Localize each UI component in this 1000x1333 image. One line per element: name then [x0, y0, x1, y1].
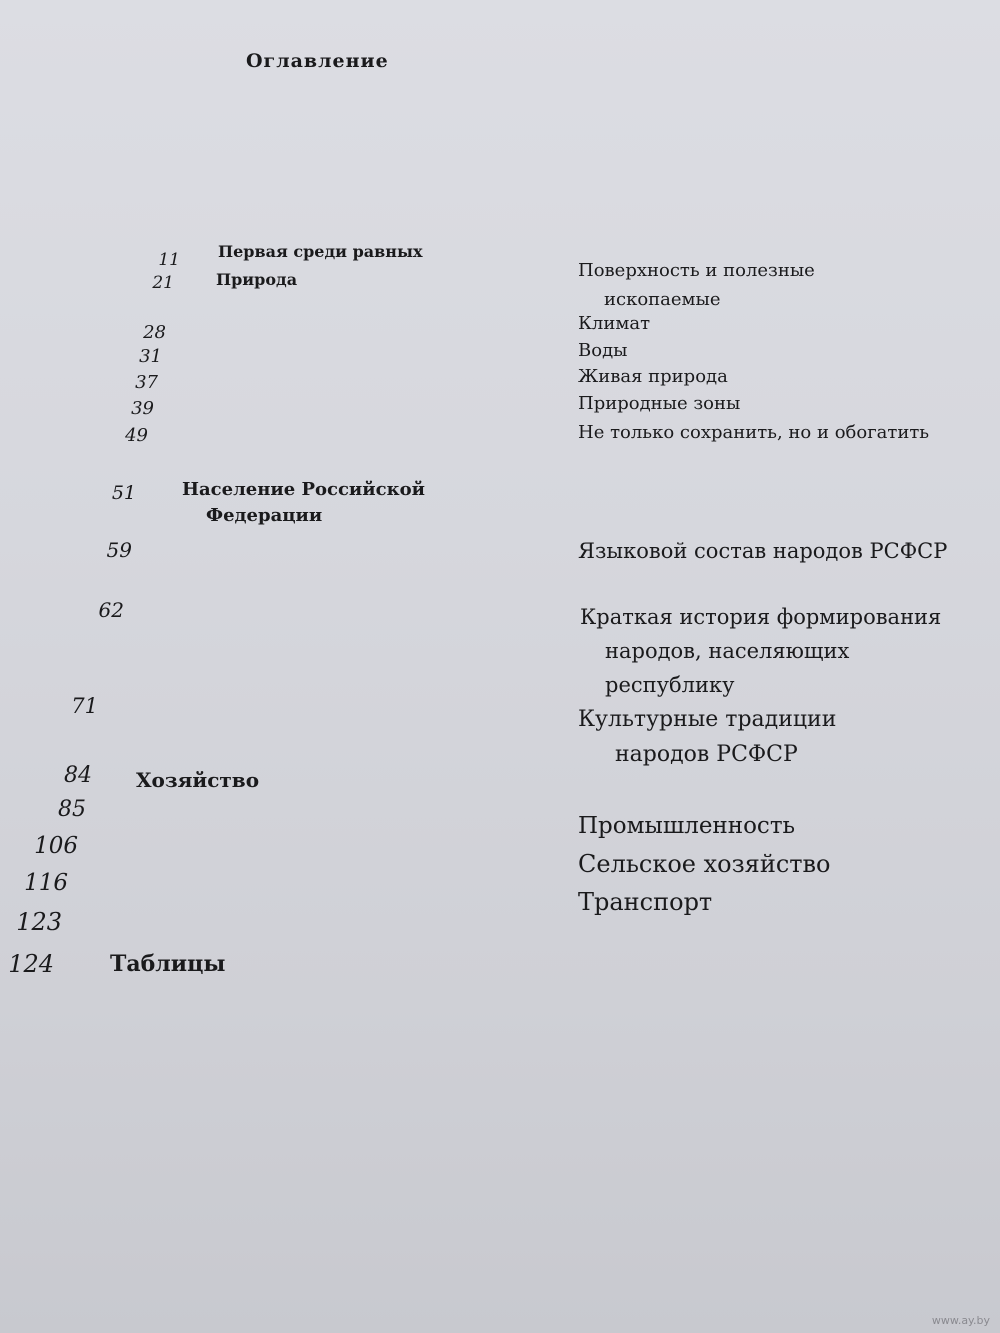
toc-page-number: 51	[111, 482, 136, 504]
toc-subsection: Транспорт	[578, 888, 713, 916]
toc-page-number: 62	[98, 598, 124, 622]
toc-page-number: 116	[24, 870, 68, 896]
toc-subsection: Сельское хозяйство	[578, 850, 831, 878]
toc-subsection	[578, 418, 958, 448]
toc-page-number: 37	[135, 372, 158, 393]
toc-page-number: 49	[125, 425, 148, 446]
toc-page-number: 21	[152, 273, 174, 293]
toc-subsection: Промышленность	[578, 813, 796, 839]
toc-page-number: 85	[58, 797, 86, 822]
toc-subsection-text: Языковой состав народов РСФСР	[578, 539, 948, 563]
toc-page-number: 11	[158, 250, 180, 270]
toc-subsection	[580, 600, 980, 702]
toc-section: Хозяйство	[136, 768, 260, 792]
toc-subsection-text: Не только сохранить, но и обогатить	[578, 422, 930, 443]
toc-page-number: 31	[139, 346, 162, 367]
toc-subsection	[578, 535, 968, 567]
toc-subsection: Природные зоны	[578, 393, 741, 414]
toc-page-number: 123	[16, 908, 62, 936]
toc-section	[182, 477, 502, 529]
page-title: Оглавление	[246, 50, 389, 72]
toc-section: Первая среди равных	[218, 242, 423, 261]
toc-section: Природа	[216, 270, 298, 289]
toc-page-number: 71	[71, 694, 98, 718]
toc-subsection-text: Краткая история формирования народов, населяющих республику	[580, 605, 942, 697]
toc-page-number: 59	[106, 538, 132, 562]
toc-page-number: 28	[143, 322, 166, 343]
toc-subsection: Климат	[578, 313, 651, 334]
toc-section-text: Население Российской Федерации	[182, 479, 425, 526]
toc-page-number: 39	[131, 398, 154, 419]
toc-section: Таблицы	[110, 951, 226, 977]
toc-subsection: Живая природа	[578, 366, 728, 387]
watermark: www.ay.by	[931, 1314, 990, 1327]
toc-page-number: 106	[34, 833, 78, 859]
toc-subsection	[578, 702, 918, 772]
toc-page-number: 124	[8, 950, 54, 978]
toc-subsection-text: Культурные традиции народов РСФСР	[578, 707, 837, 767]
toc-subsection-text: Поверхность и полезные ископаемые	[578, 260, 815, 310]
toc-subsection	[578, 256, 908, 314]
toc-page-number: 84	[64, 763, 92, 788]
toc-subsection: Воды	[578, 340, 628, 361]
